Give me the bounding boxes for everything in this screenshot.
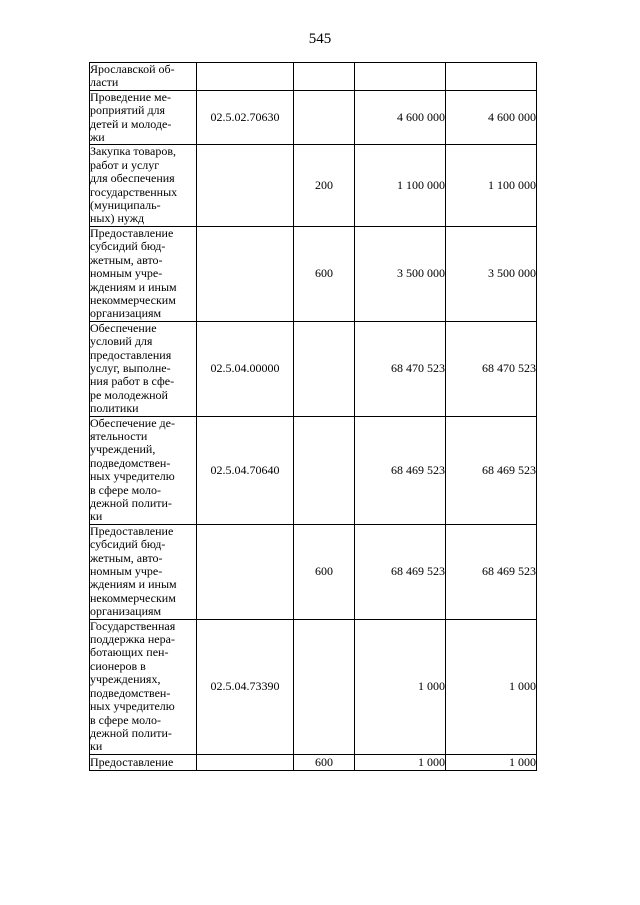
name-line: ждениям и иным bbox=[90, 577, 177, 592]
name-line: ятельности bbox=[90, 428, 148, 443]
cell-code bbox=[197, 226, 294, 321]
cell-expense-type bbox=[294, 321, 355, 416]
cell-expense-type bbox=[294, 619, 355, 754]
name-line: ки bbox=[90, 739, 103, 754]
name-line: условий для bbox=[90, 334, 153, 349]
cell-name bbox=[90, 90, 197, 145]
name-line: Государственная bbox=[90, 618, 176, 633]
name-line: ласти bbox=[90, 75, 119, 90]
cell-name bbox=[90, 416, 197, 524]
cell-amount-2: 3 500 000 bbox=[446, 226, 537, 321]
cell-expense-type: 600 bbox=[294, 226, 355, 321]
cell-amount-1 bbox=[355, 63, 446, 91]
name-line: Предоставление bbox=[90, 754, 174, 769]
table-row bbox=[90, 145, 537, 226]
cell-expense-type: 600 bbox=[294, 524, 355, 619]
cell-name bbox=[90, 619, 197, 754]
table-row bbox=[90, 63, 537, 91]
budget-table-body bbox=[90, 63, 537, 771]
name-line: сионеров в bbox=[90, 658, 146, 673]
table-row bbox=[90, 619, 537, 754]
cell-code: 02.5.02.70630 bbox=[197, 90, 294, 145]
name-line: ных) нужд bbox=[90, 211, 145, 226]
table-row bbox=[90, 754, 537, 770]
cell-code: 02.5.04.00000 bbox=[197, 321, 294, 416]
cell-amount-2: 68 470 523 bbox=[446, 321, 537, 416]
name-line: Обеспечение де- bbox=[90, 415, 175, 430]
name-line: некоммерческим bbox=[90, 590, 176, 605]
table-row bbox=[90, 90, 537, 145]
name-line: дежной полити- bbox=[90, 725, 172, 740]
name-line: предоставления bbox=[90, 347, 172, 362]
name-line: субсидий бюд- bbox=[90, 239, 166, 254]
name-line: ния работ в сфе- bbox=[90, 374, 175, 389]
cell-amount-1: 68 470 523 bbox=[355, 321, 446, 416]
name-line: организациям bbox=[90, 306, 162, 321]
name-line: Ярославской об- bbox=[90, 62, 175, 76]
cell-amount-1: 68 469 523 bbox=[355, 416, 446, 524]
name-line: жетным, авто- bbox=[90, 550, 163, 565]
cell-name bbox=[90, 321, 197, 416]
cell-amount-2: 68 469 523 bbox=[446, 524, 537, 619]
name-line: жи bbox=[90, 130, 105, 145]
name-line: Проведение ме- bbox=[90, 89, 171, 104]
cell-amount-1: 4 600 000 bbox=[355, 90, 446, 145]
cell-amount-1: 1 100 000 bbox=[355, 145, 446, 226]
name-line: Предоставление bbox=[90, 523, 174, 538]
table-row bbox=[90, 524, 537, 619]
name-line: поддержка нера- bbox=[90, 632, 175, 647]
name-line: учреждениях, bbox=[90, 672, 161, 687]
cell-amount-2: 68 469 523 bbox=[446, 416, 537, 524]
page-number: 545 bbox=[308, 31, 332, 47]
cell-code: 02.5.04.70640 bbox=[197, 416, 294, 524]
name-line: организациям bbox=[90, 604, 162, 619]
cell-expense-type: 600 bbox=[294, 754, 355, 770]
name-line: ждениям и иным bbox=[90, 279, 177, 294]
table-row bbox=[90, 416, 537, 524]
cell-amount-1: 1 000 bbox=[355, 619, 446, 754]
name-line: Предоставление bbox=[90, 225, 174, 240]
cell-amount-1: 1 000 bbox=[355, 754, 446, 770]
budget-table bbox=[89, 62, 537, 771]
name-line: ных учредителю bbox=[90, 699, 175, 714]
name-line: для обеспечения bbox=[90, 171, 175, 186]
cell-expense-type bbox=[294, 90, 355, 145]
cell-code bbox=[197, 754, 294, 770]
cell-amount-2: 1 100 000 bbox=[446, 145, 537, 226]
cell-expense-type: 200 bbox=[294, 145, 355, 226]
cell-amount-2: 1 000 bbox=[446, 619, 537, 754]
name-line: субсидий бюд- bbox=[90, 537, 166, 552]
cell-amount-1: 3 500 000 bbox=[355, 226, 446, 321]
name-line: ботающих пен- bbox=[90, 645, 169, 660]
name-line: в сфере моло- bbox=[90, 712, 161, 727]
name-line: политики bbox=[90, 401, 139, 416]
name-line: ных учредителю bbox=[90, 469, 175, 484]
cell-code: 02.5.04.73390 bbox=[197, 619, 294, 754]
cell-name bbox=[90, 754, 197, 770]
name-line: Обеспечение bbox=[90, 320, 157, 335]
cell-code bbox=[197, 524, 294, 619]
name-line: учреждений, bbox=[90, 442, 156, 457]
cell-amount-2: 4 600 000 bbox=[446, 90, 537, 145]
name-line: Закупка товаров, bbox=[90, 144, 176, 159]
cell-amount-1: 68 469 523 bbox=[355, 524, 446, 619]
name-line: (муниципаль- bbox=[90, 198, 161, 213]
table-row bbox=[90, 226, 537, 321]
cell-name bbox=[90, 63, 197, 91]
name-line: работ и услуг bbox=[90, 157, 160, 172]
name-line: номным учре- bbox=[90, 564, 163, 579]
cell-amount-2: 1 000 bbox=[446, 754, 537, 770]
cell-amount-2 bbox=[446, 63, 537, 91]
name-line: номным учре- bbox=[90, 266, 163, 281]
name-line: роприятий для bbox=[90, 103, 166, 118]
cell-code bbox=[197, 63, 294, 91]
name-line: подведомствен- bbox=[90, 685, 171, 700]
name-line: ки bbox=[90, 509, 103, 524]
name-line: некоммерческим bbox=[90, 292, 176, 307]
name-line: в сфере моло- bbox=[90, 482, 161, 497]
table-row bbox=[90, 321, 537, 416]
name-line: детей и молоде- bbox=[90, 116, 172, 131]
cell-code bbox=[197, 145, 294, 226]
name-line: дежной полити- bbox=[90, 496, 172, 510]
cell-name bbox=[90, 524, 197, 619]
cell-name bbox=[90, 145, 197, 226]
name-line: ре молодежной bbox=[90, 387, 168, 402]
name-line: государственных bbox=[90, 184, 178, 199]
cell-name bbox=[90, 226, 197, 321]
name-line: услуг, выполне- bbox=[90, 360, 171, 375]
name-line: жетным, авто- bbox=[90, 252, 163, 267]
cell-expense-type bbox=[294, 416, 355, 524]
name-line: подведомствен- bbox=[90, 455, 171, 470]
cell-expense-type bbox=[294, 63, 355, 91]
